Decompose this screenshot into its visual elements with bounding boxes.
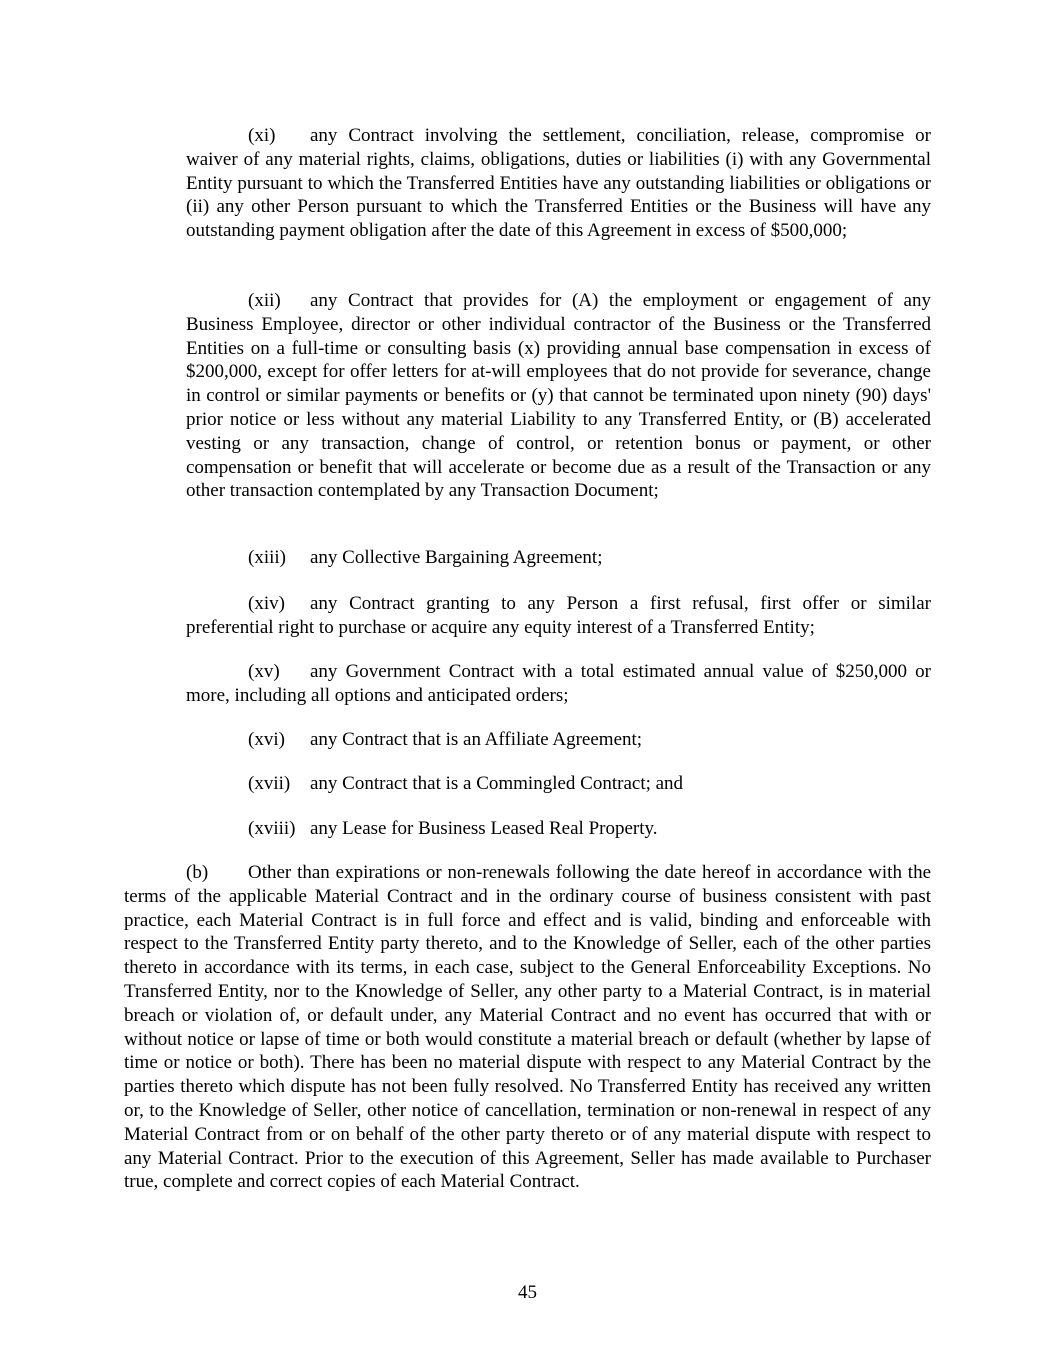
paragraph-number: (b) bbox=[186, 862, 209, 883]
paragraph-b bbox=[124, 861, 931, 1194]
clause-text: any Contract that is a Commingled Contract; and bbox=[310, 773, 684, 794]
clause-number: (xii) bbox=[248, 290, 281, 311]
clause-text: any Government Contract with a total estimated annual value of $250,000 or more, including all options and anticipated orders; bbox=[186, 661, 931, 706]
clause-number: (xiii) bbox=[248, 547, 286, 568]
clause-number: (xv) bbox=[248, 661, 280, 682]
clause-xvi bbox=[186, 728, 931, 752]
clause-number: (xviii) bbox=[248, 818, 296, 839]
clause-text: any Contract involving the settlement, conciliation, release, compromise or waiver of any material rights, claims, obligations, duties or liabilities (i) with any Governmental Entity pursuant to which the Transferred Entities have any outstanding liabilities or obligations or (ii) any other Person pursuant to which the Transferred Entities or the Business will have any outstanding payment obligation after the date of this Agreement in excess of $500,000; bbox=[186, 125, 931, 242]
clause-xvii bbox=[186, 772, 931, 796]
clause-number: (xi) bbox=[248, 125, 276, 146]
clause-text: any Lease for Business Leased Real Property. bbox=[310, 818, 658, 839]
clause-text: any Contract that provides for (A) the employment or engagement of any Business Employee, director or other individual contractor of the Business or the Transferred Entities on a full-time or consulting basis (x) providing annual base compensation in excess of $200,000, except for offer letters for at-will employees that do not provide for severance, change in control or similar payments or benefits or (y) that cannot be terminated upon ninety (90) days' prior notice or less without any material Liability to any Transferred Entity, or (B) accelerated vesting or any transaction, change of control, or retention bonus or payment, or other compensation or benefit that will accelerate or become due as a result of the Transaction or any other transaction contemplated by any Transaction Document; bbox=[186, 290, 931, 502]
clause-xi bbox=[186, 124, 931, 243]
clause-number: (xvi) bbox=[248, 729, 285, 750]
clause-number: (xvii) bbox=[248, 773, 291, 794]
page-number: 45 bbox=[518, 1282, 537, 1303]
clause-text: any Contract that is an Affiliate Agreement; bbox=[310, 729, 643, 750]
clause-xviii bbox=[186, 817, 931, 841]
clause-xiv bbox=[186, 592, 931, 640]
clause-number: (xiv) bbox=[248, 593, 285, 614]
clause-xii bbox=[186, 289, 931, 503]
clause-text: any Collective Bargaining Agreement; bbox=[310, 547, 603, 568]
clause-xv bbox=[186, 660, 931, 708]
clause-xiii bbox=[186, 546, 931, 570]
clause-text: any Contract granting to any Person a first refusal, first offer or similar preferential right to purchase or acquire any equity interest of a Transferred Entity; bbox=[186, 593, 931, 638]
paragraph-text: Other than expirations or non-renewals following the date hereof in accordance with the terms of the applicable Material Contract and in the ordinary course of business consistent with past practice, each Material Contract is in full force and effect and is valid, binding and enforceable with respect to the Transferred Entity party thereto, and to the Knowledge of Seller, each of the other parties thereto in accordance with its terms, in each case, subject to the General Enforceability Exceptions. No Transferred Entity, nor to the Knowledge of Seller, any other party to a Material Contract, is in material breach or violation of, or default under, any Material Contract and no event has occurred that with or without notice or lapse of time or both would constitute a material breach or default (whether by lapse of time or notice or both). There has been no material dispute with respect to any Material Contract by the parties thereto which dispute has not been fully resolved. No Transferred Entity has received any written or, to the Knowledge of Seller, other notice of cancellation, termination or non-renewal in respect of any Material Contract from or on behalf of the other party thereto or of any material dispute with respect to any Material Contract. Prior to the execution of this Agreement, Seller has made available to Purchaser true, complete and correct copies of each Material Contract. bbox=[124, 862, 931, 1193]
